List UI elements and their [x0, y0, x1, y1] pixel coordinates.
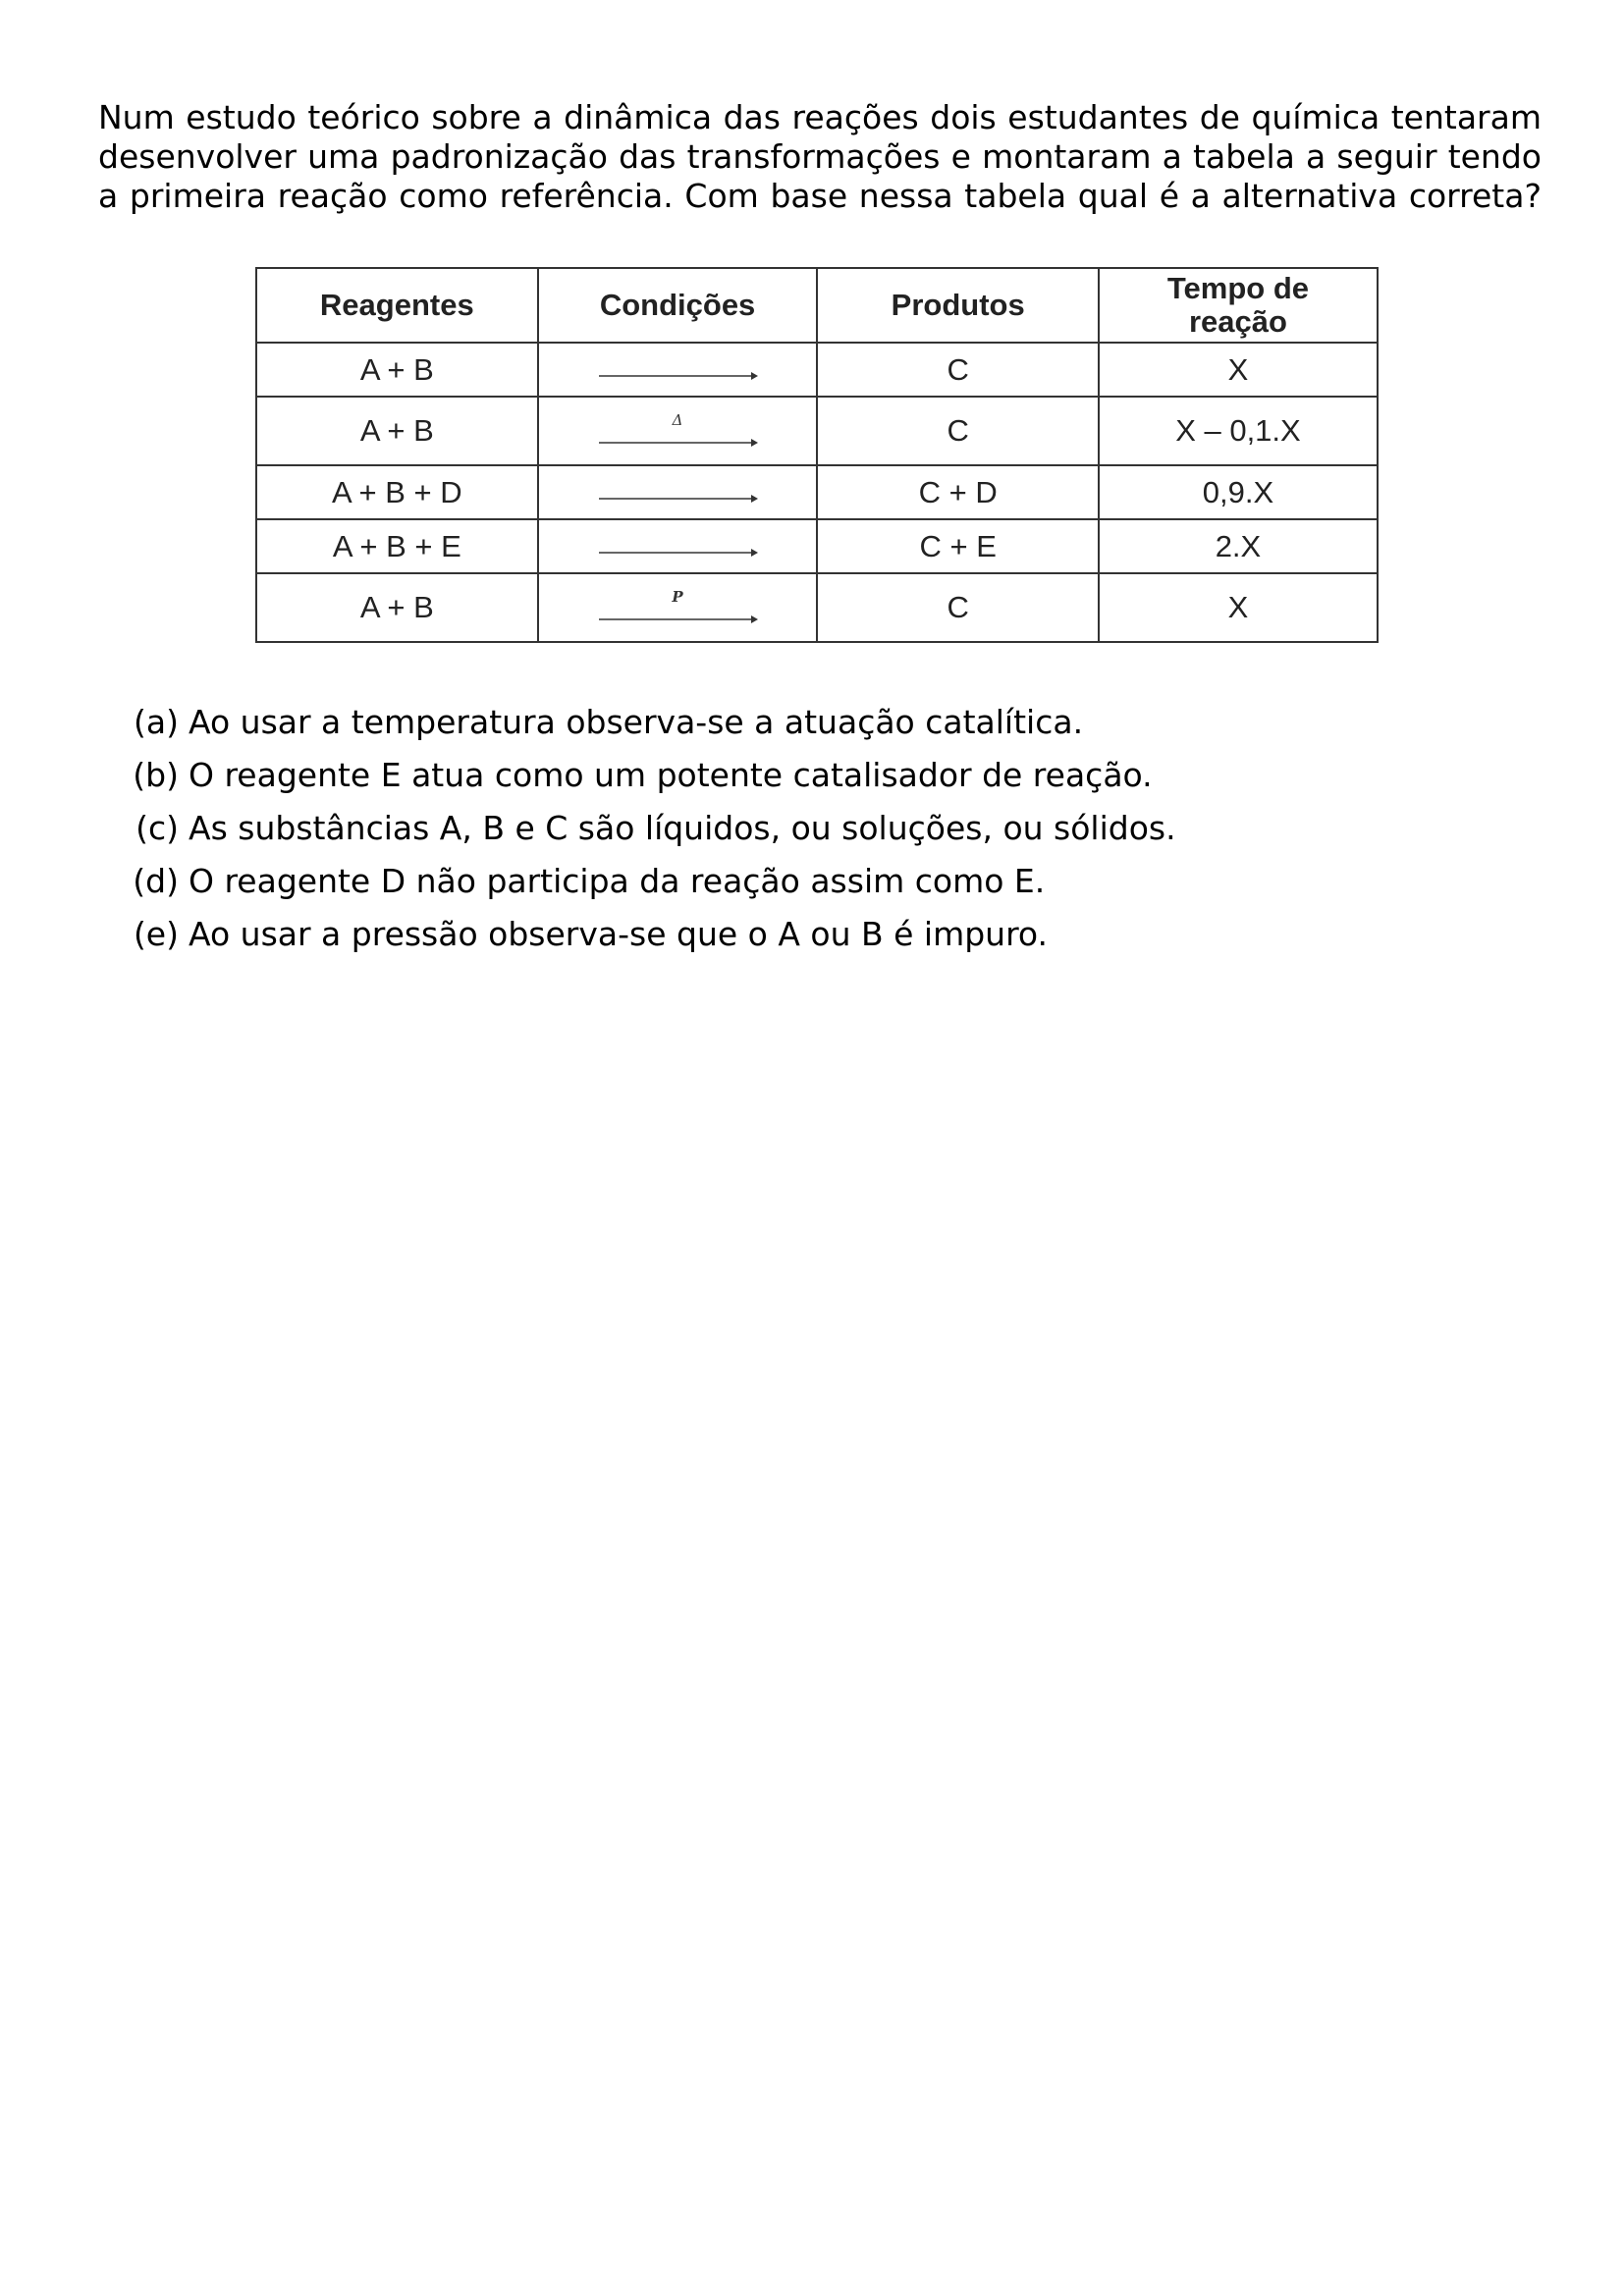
header-reagentes: Reagentes	[256, 268, 538, 343]
cell-reagentes: A + B	[256, 397, 538, 465]
cell-reagentes: A + B + E	[256, 519, 538, 573]
option-letter: (a)	[134, 702, 179, 741]
arrow-condition-label: Δ	[672, 411, 683, 429]
option-c[interactable]	[118, 801, 1176, 854]
reaction-arrow-icon	[594, 358, 761, 382]
reaction-arrow-icon	[594, 411, 761, 451]
option-letter: (b)	[133, 755, 179, 794]
option-a[interactable]	[118, 695, 1176, 748]
option-b[interactable]	[118, 748, 1176, 801]
option-text: O reagente D não participa da reação assim como E.	[189, 861, 1046, 900]
option-d[interactable]	[118, 854, 1176, 907]
option-text: Ao usar a pressão observa-se que o A ou B é impuro.	[189, 914, 1049, 953]
cell-produtos: C	[817, 343, 1098, 397]
question-line: Num estudo teórico sobre a dinâmica das reações dois estudantes de química tentaram	[98, 98, 1542, 136]
cell-tempo: X	[1099, 573, 1378, 642]
header-produtos: Produtos	[817, 268, 1098, 343]
reaction-arrow-icon	[594, 481, 761, 505]
answer-options	[118, 695, 1176, 960]
question-line: a primeira reação como referência. Com base nessa tabela qual é a alternativa correta?	[98, 177, 1542, 215]
header-tempo-line1: Tempo de	[1166, 271, 1309, 305]
cell-reagentes: A + B	[256, 343, 538, 397]
table-row	[256, 465, 1378, 519]
table-row	[256, 573, 1378, 642]
cell-condicao	[538, 573, 818, 642]
cell-tempo: X – 0,1.X	[1099, 397, 1378, 465]
table-header-row	[256, 268, 1378, 343]
cell-condicao	[538, 465, 818, 519]
reaction-arrow-icon	[594, 588, 761, 627]
table-row	[256, 397, 1378, 465]
header-tempo	[1099, 268, 1378, 343]
cell-reagentes: A + B + D	[256, 465, 538, 519]
cell-condicao	[538, 519, 818, 573]
cell-tempo: 0,9.X	[1099, 465, 1378, 519]
cell-condicao	[538, 397, 818, 465]
option-letter: (c)	[135, 808, 179, 847]
header-condicoes: Condições	[538, 268, 818, 343]
option-e[interactable]	[118, 907, 1176, 960]
option-text: As substâncias A, B e C são líquidos, ou soluções, ou sólidos.	[189, 808, 1176, 847]
cell-condicao	[538, 343, 818, 397]
option-letter: (d)	[133, 861, 179, 900]
option-letter: (e)	[133, 914, 179, 953]
option-text: O reagente E atua como um potente catalisador de reação.	[189, 755, 1153, 794]
cell-tempo: 2.X	[1099, 519, 1378, 573]
table-row	[256, 343, 1378, 397]
question-line: desenvolver uma padronização das transformações e montaram a tabela a seguir tendo	[98, 137, 1542, 176]
cell-produtos: C	[817, 397, 1098, 465]
cell-produtos: C + D	[817, 465, 1098, 519]
table-row	[256, 519, 1378, 573]
cell-reagentes: A + B	[256, 573, 538, 642]
option-text: Ao usar a temperatura observa-se a atuação catalítica.	[189, 702, 1084, 741]
cell-produtos: C	[817, 573, 1098, 642]
reaction-arrow-icon	[594, 535, 761, 559]
header-tempo-line2: reação	[1188, 304, 1287, 339]
cell-produtos: C + E	[817, 519, 1098, 573]
cell-tempo: X	[1099, 343, 1378, 397]
question-text	[98, 98, 1542, 216]
arrow-condition-label: P	[672, 588, 683, 606]
reaction-table	[255, 267, 1379, 643]
